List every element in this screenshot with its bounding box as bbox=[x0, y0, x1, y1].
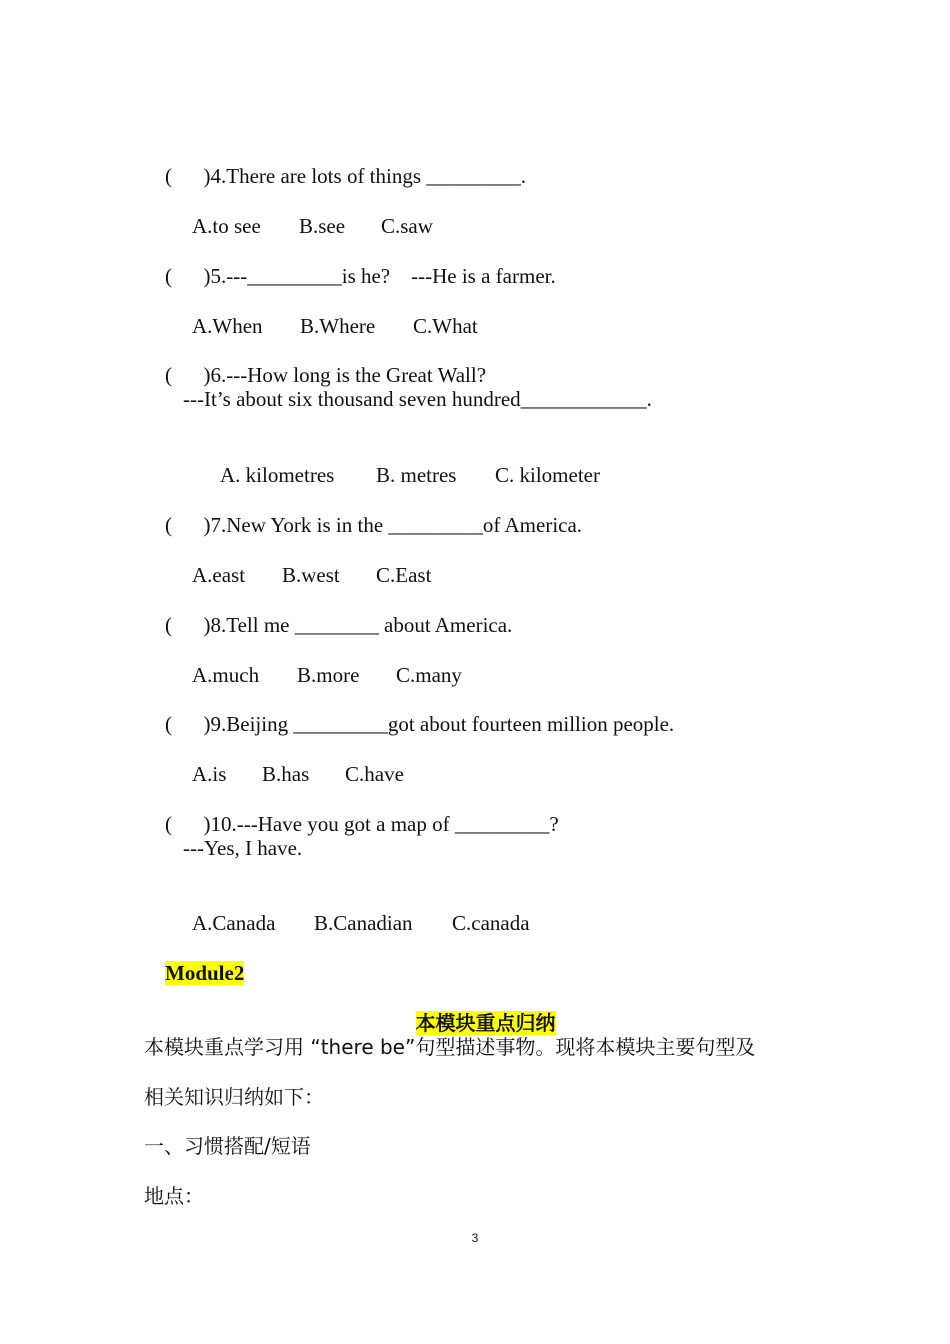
option-c: C.have bbox=[345, 762, 404, 786]
summary-title: 本模块重点归纳 bbox=[415, 1011, 556, 1035]
intro-line-2: 相关知识归纳如下： bbox=[144, 1085, 324, 1109]
answer-line-6: ---It’s about six thousand seven hundred____________. bbox=[183, 387, 652, 411]
option-a: A.east bbox=[192, 563, 246, 587]
intro-line-1: 本模块重点学习用 “there be”句型描述事物。现将本模块主要句型及 bbox=[144, 1035, 756, 1059]
option-a: A. kilometres bbox=[220, 463, 335, 487]
option-c: C.canada bbox=[452, 911, 530, 935]
option-c: C.What bbox=[413, 314, 478, 338]
answer-line-10: ---Yes, I have. bbox=[183, 836, 303, 860]
question-stem: 9.Beijing _________got about fourteen million people. bbox=[210, 712, 675, 736]
option-a: A.is bbox=[192, 762, 227, 786]
page-number: 3 bbox=[471, 1231, 479, 1245]
question-stem: 4.There are lots of things _________. bbox=[210, 164, 527, 188]
option-b: B.has bbox=[262, 762, 310, 786]
option-c: C. kilometer bbox=[495, 463, 600, 487]
option-a: A.to see bbox=[192, 214, 261, 238]
option-c: C.East bbox=[376, 563, 432, 587]
option-b: B.Where bbox=[300, 314, 376, 338]
answer-bracket: ( ) bbox=[165, 264, 211, 288]
answer-bracket: ( ) bbox=[165, 164, 211, 188]
answer-bracket: ( ) bbox=[165, 363, 211, 387]
question-stem: 10.---Have you got a map of _________? bbox=[210, 812, 559, 836]
option-a: A.When bbox=[192, 314, 263, 338]
option-a: A.Canada bbox=[192, 911, 276, 935]
option-c: C.many bbox=[396, 663, 462, 687]
question-stem: 7.New York is in the _________of America. bbox=[210, 513, 583, 537]
module-heading: Module2 bbox=[165, 961, 245, 985]
option-b: B. metres bbox=[376, 463, 457, 487]
question-stem: 6.---How long is the Great Wall? bbox=[210, 363, 487, 387]
question-stem: 5.---_________is he? ---He is a farmer. bbox=[210, 264, 556, 288]
option-c: C.saw bbox=[381, 214, 433, 238]
place-label: 地点： bbox=[144, 1184, 204, 1208]
answer-bracket: ( ) bbox=[165, 613, 211, 637]
option-b: B.west bbox=[282, 563, 340, 587]
option-a: A.much bbox=[192, 663, 260, 687]
question-stem: 8.Tell me ________ about America. bbox=[210, 613, 513, 637]
answer-bracket: ( ) bbox=[165, 812, 211, 836]
option-b: B.more bbox=[297, 663, 360, 687]
section-heading: 一、习惯搭配/短语 bbox=[144, 1134, 311, 1158]
answer-bracket: ( ) bbox=[165, 712, 211, 736]
answer-bracket: ( ) bbox=[165, 513, 211, 537]
option-b: B.Canadian bbox=[314, 911, 413, 935]
option-b: B.see bbox=[299, 214, 346, 238]
